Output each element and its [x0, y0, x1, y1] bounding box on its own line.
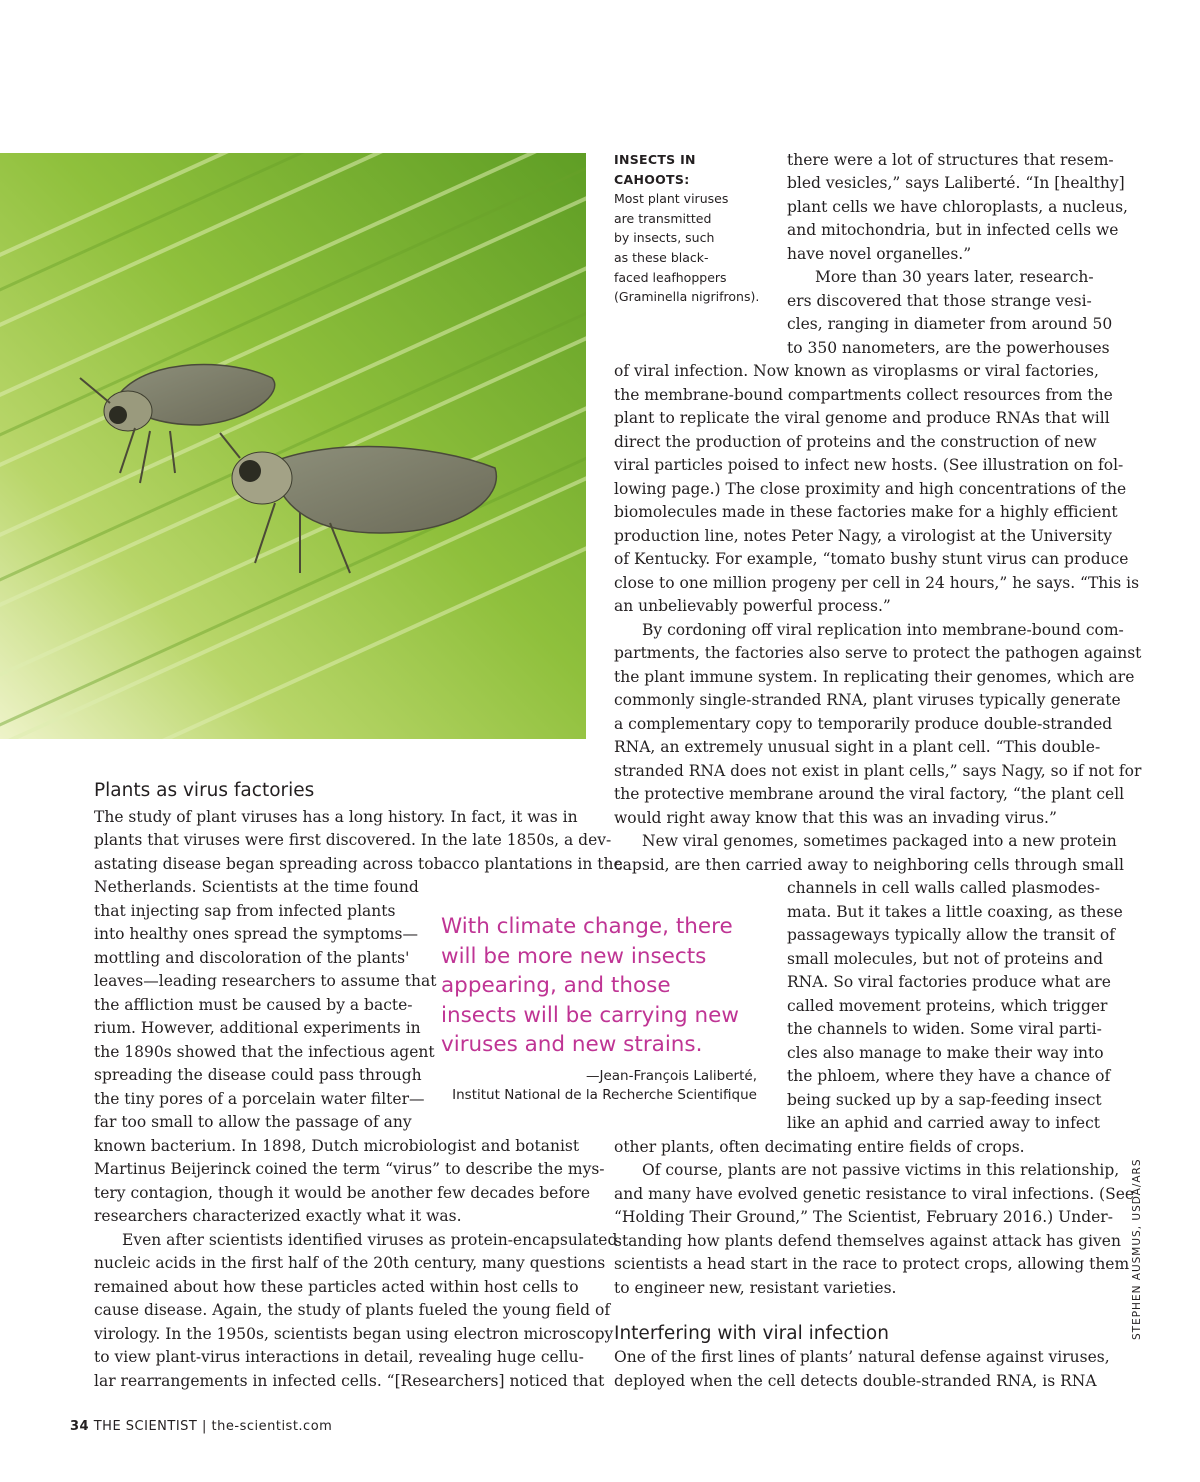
body-line: standing how plants defend themselves against attack has given [614, 1232, 1121, 1250]
body-line: the channels to widen. Some viral parti- [787, 1020, 1102, 1038]
body-line: RNA, an extremely unusual sight in a plant cell. “This double- [614, 738, 1101, 756]
caption-line: are transmitted [614, 210, 712, 226]
body-line: astating disease began spreading across tobacco plantations in the [94, 855, 623, 873]
caption-line: by insects, such [614, 230, 715, 246]
body-line: mata. But it takes a little coaxing, as these [787, 903, 1123, 921]
body-line: deployed when the cell detects double-stranded RNA, is RNA [614, 1372, 1097, 1390]
body-line: the phloem, where they have a chance of [787, 1067, 1111, 1085]
body-line: plant to replicate the viral genome and produce RNAs that will [614, 409, 1110, 427]
body-line: channels in cell walls called plasmodes- [787, 879, 1100, 897]
body-line: partments, the factories also serve to protect the pathogen against [614, 644, 1142, 662]
body-line: the protective membrane around the viral factory, “the plant cell [614, 785, 1125, 803]
body-line: capsid, are then carried away to neighboring cells through small [614, 856, 1124, 874]
caption-line: faced leafhoppers [614, 269, 727, 285]
pull-quote [441, 912, 771, 1060]
body-line: the 1890s showed that the infectious agent [94, 1043, 435, 1061]
page-footer [70, 1419, 332, 1434]
body-line: far too small to allow the passage of any [94, 1113, 412, 1131]
body-line: New viral genomes, sometimes packaged into a new protein [642, 832, 1117, 850]
body-line: One of the first lines of plants’ natural defense against viruses, [614, 1348, 1110, 1366]
body-line: called movement proteins, which trigger [787, 997, 1108, 1015]
body-line: “Holding Their Ground,” The Scientist, February 2016.) Under- [614, 1208, 1113, 1226]
section-heading-plants-as-virus-factories: Plants as virus factories [94, 780, 315, 801]
body-line: an unbelievably powerful process.” [614, 597, 891, 615]
body-line: that injecting sap from infected plants [94, 902, 396, 920]
body-line: commonly single-stranded RNA, plant viruses typically generate [614, 691, 1121, 709]
magazine-name: THE SCIENTIST [93, 1419, 198, 1434]
attribution-name: —Jean-François Laliberté, [585, 1068, 757, 1084]
body-line: By cordoning off viral replication into membrane-bound com- [642, 621, 1124, 639]
body-line: scientists a head start in the race to protect crops, allowing them [614, 1255, 1130, 1273]
body-line: lowing page.) The close proximity and high concentrations of the [614, 480, 1127, 498]
body-line: plant cells we have chloroplasts, a nucleus, [787, 198, 1128, 216]
caption-line: Most plant viruses [614, 191, 729, 207]
caption-title: INSECTS IN [614, 152, 696, 167]
body-line: have novel organelles.” [787, 245, 972, 263]
body-line: cause disease. Again, the study of plants fueled the young field of [94, 1301, 611, 1319]
leafhopper-image [0, 153, 586, 739]
body-line: of Kentucky. For example, “tomato bushy stunt virus can produce [614, 550, 1129, 568]
pull-quote-line: viruses and new strains. [441, 1032, 703, 1057]
body-line: small molecules, but not of proteins and [787, 950, 1104, 968]
body-line: virology. In the 1950s, scientists began using electron microscopy [94, 1325, 614, 1343]
caption-line: as these black- [614, 249, 709, 265]
photo-credit-text: STEPHEN AUSMUS, USDA/ARS [1131, 1158, 1143, 1340]
body-line: passageways typically allow the transit of [787, 926, 1115, 944]
pull-quote-line: insects will be carrying new [441, 1002, 739, 1028]
body-line: mottling and discoloration of the plants' [94, 949, 410, 967]
body-line: of viral infection. Now known as viroplasms or viral factories, [614, 362, 1099, 380]
body-line: close to one million progeny per cell in 24 hours,” he says. “This is [614, 574, 1140, 592]
body-line: leaves—leading researchers to assume that [94, 972, 437, 990]
body-line: plants that viruses were first discovered. In the late 1850s, a dev- [94, 831, 612, 849]
footer-separator: | [202, 1419, 207, 1434]
pull-quote-line: appearing, and those [441, 973, 671, 998]
body-line: RNA. So viral factories produce what are [787, 973, 1111, 991]
body-line: Of course, plants are not passive victims in this relationship, [642, 1161, 1120, 1179]
body-line: production line, notes Peter Nagy, a virologist at the University [614, 527, 1112, 545]
footer-url: the-scientist.com [211, 1419, 333, 1434]
body-line: rium. However, additional experiments in [94, 1019, 421, 1037]
body-line: to view plant-virus interactions in detail, revealing huge cellu- [94, 1348, 584, 1366]
section-heading-interfering-with-viral-infection: Interfering with viral infection [614, 1323, 889, 1344]
body-line: More than 30 years later, research- [815, 268, 1094, 286]
photo-credit [1131, 1158, 1151, 1360]
body-line: researchers characterized exactly what it was. [94, 1207, 462, 1225]
caption-line: (Graminella nigrifrons). [614, 289, 760, 305]
body-line: known bacterium. In 1898, Dutch microbiologist and botanist [94, 1137, 580, 1155]
pull-quote-line: With climate change, there [441, 914, 733, 939]
body-line: cles, ranging in diameter from around 50 [787, 315, 1113, 333]
pull-quote-attribution [452, 1067, 757, 1105]
attribution-affiliation: Institut National de la Recherche Scientifique [452, 1087, 757, 1103]
body-line: a complementary copy to temporarily produce double-stranded [614, 715, 1113, 733]
body-line: direct the production of proteins and the construction of new [614, 433, 1097, 451]
body-line: stranded RNA does not exist in plant cells,” says Nagy, so if not for [614, 762, 1142, 780]
body-line: to engineer new, resistant varieties. [614, 1279, 897, 1297]
body-line: and many have evolved genetic resistance to viral infections. (See [614, 1185, 1135, 1203]
body-line: the plant immune system. In replicating their genomes, which are [614, 668, 1135, 686]
body-line: ers discovered that those strange vesi- [787, 292, 1092, 310]
body-line: biomolecules made in these factories make for a highly efficient [614, 503, 1118, 521]
body-line: tery contagion, though it would be another few decades before [94, 1184, 591, 1202]
body-line: nucleic acids in the first half of the 20th century, many questions [94, 1254, 606, 1272]
body-line: other plants, often decimating entire fields of crops. [614, 1138, 1025, 1156]
body-line: being sucked up by a sap-feeding insect [787, 1091, 1102, 1109]
body-line: bled vesicles,” says Laliberté. “In [healthy] [787, 174, 1125, 192]
body-line: The study of plant viruses has a long history. In fact, it was in [94, 808, 578, 826]
body-line: remained about how these particles acted within host cells to [94, 1278, 579, 1296]
body-line: viral particles poised to infect new hosts. (See illustration on fol- [614, 456, 1124, 474]
body-line: into healthy ones spread the symptoms— [94, 925, 418, 943]
body-line: Even after scientists identified viruses as protein-encapsulated [122, 1231, 618, 1249]
body-line: Martinus Beijerinck coined the term “virus” to describe the mys- [94, 1160, 605, 1178]
page-number: 34 [70, 1419, 90, 1434]
body-line: cles also manage to make their way into [787, 1044, 1104, 1062]
pull-quote-line: will be more new insects [441, 943, 707, 969]
leafhopper-photo [0, 153, 586, 739]
body-line: the affliction must be caused by a bacte- [94, 996, 413, 1014]
body-line: would right away know that this was an invading virus.” [614, 809, 1057, 827]
body-line: Netherlands. Scientists at the time found [94, 878, 419, 896]
body-line: the tiny pores of a porcelain water filter— [94, 1090, 425, 1108]
body-line: like an aphid and carried away to infect [787, 1114, 1100, 1132]
body-line: to 350 nanometers, are the powerhouses [787, 339, 1110, 357]
body-line: there were a lot of structures that resem- [787, 151, 1114, 169]
body-line: lar rearrangements in infected cells. “[Researchers] noticed that [94, 1372, 605, 1390]
caption-title-2: CAHOOTS: [614, 171, 690, 187]
body-line: and mitochondria, but in infected cells we [787, 221, 1119, 239]
photo-caption [614, 150, 774, 307]
body-line: spreading the disease could pass through [94, 1066, 422, 1084]
body-line: the membrane-bound compartments collect resources from the [614, 386, 1113, 404]
